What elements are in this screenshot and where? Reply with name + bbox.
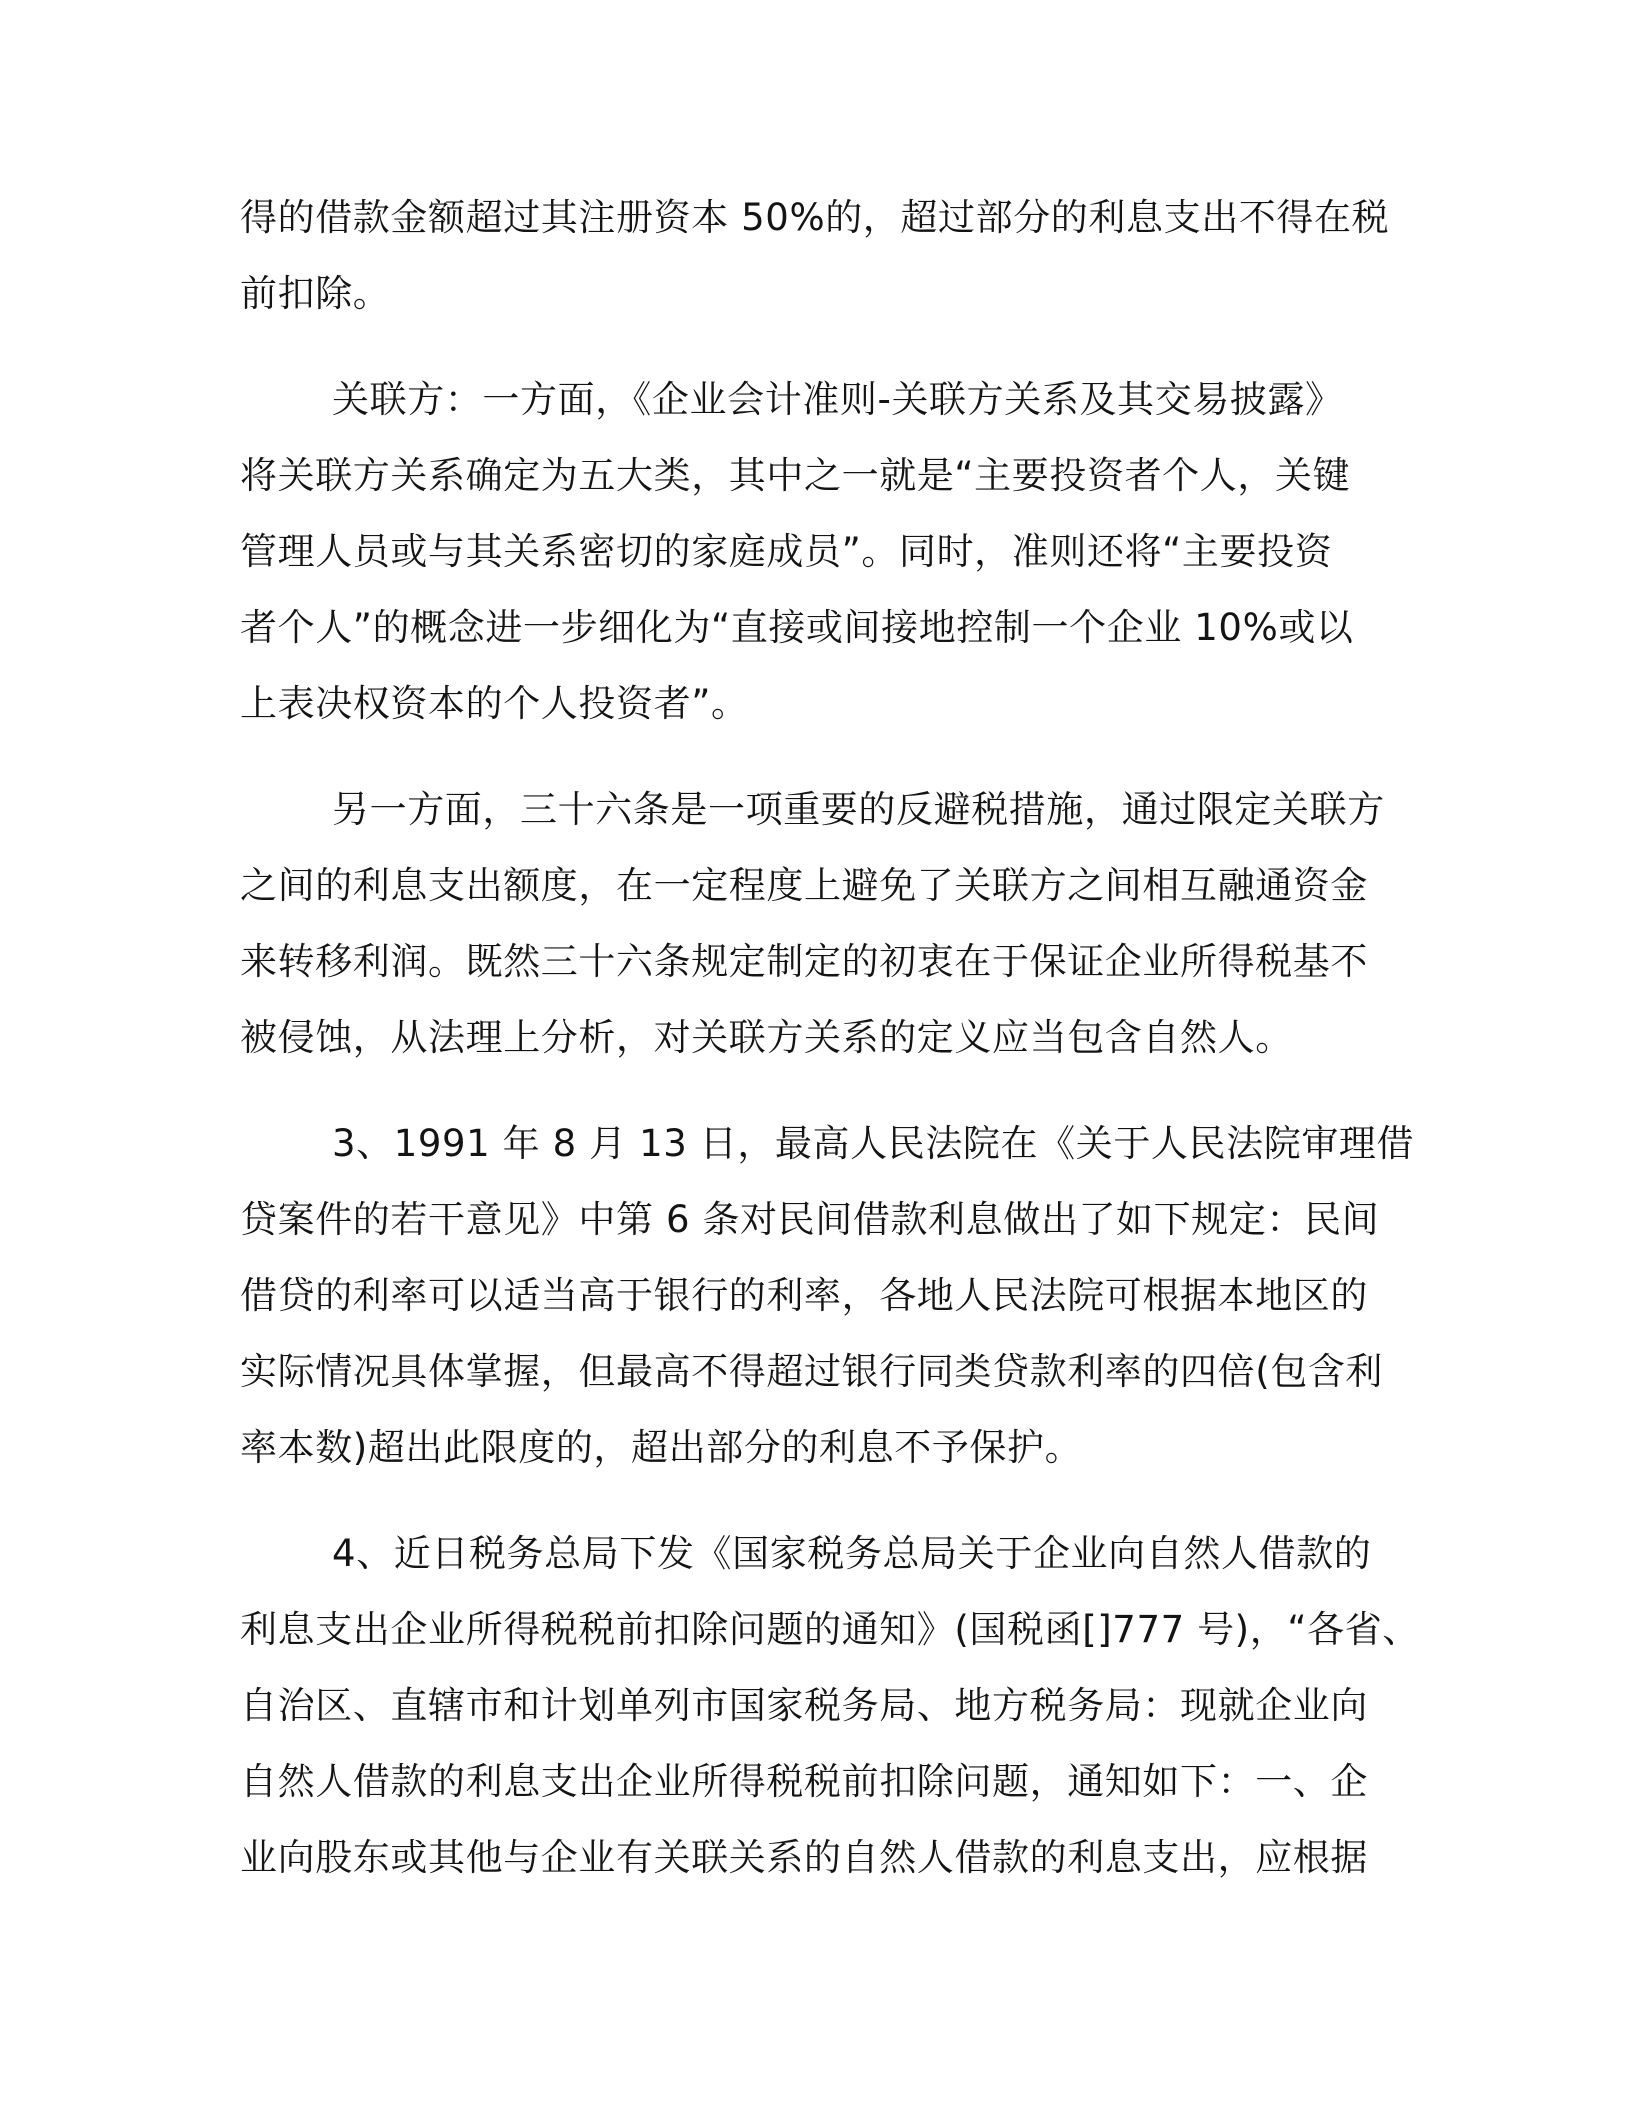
- text-line: 上表决权资本的个人投资者”。: [240, 682, 749, 725]
- text-line: 4、近日税务总局下发《国家税务总局关于企业向自然人借款的: [332, 1532, 1372, 1575]
- paragraph-tax-bureau-notice: [240, 1516, 1420, 1896]
- text-line: 另一方面，三十六条是一项重要的反避税措施，通过限定关联方: [332, 788, 1385, 831]
- text-line: 被侵蚀，从法理上分析，对关联方关系的定义应当包含自然人。: [240, 1016, 1293, 1059]
- text-line: 管理人员或与其关系密切的家庭成员”。同时，准则还将“主要投资: [240, 530, 1333, 573]
- text-line: 利息支出企业所得税税前扣除问题的通知》(国税函[]777 号)，“各省、: [240, 1608, 1420, 1651]
- text-line: 自治区、直辖市和计划单列市国家税务局、地方税务局：现就企业向: [240, 1684, 1368, 1727]
- text-line: 将关联方关系确定为五大类，其中之一就是“主要投资者个人，关键: [240, 454, 1351, 497]
- text-line: 之间的利息支出额度，在一定程度上避免了关联方之间相互融通资金: [240, 864, 1368, 907]
- text-line: 3、1991 年 8 月 13 日，最高人民法院在《关于人民法院审理借: [332, 1122, 1415, 1165]
- text-line: 者个人”的概念进一步细化为“直接或间接地控制一个企业 10%或以: [240, 606, 1354, 649]
- text-line: 来转移利润。既然三十六条规定制定的初衷在于保证企业所得税基不: [240, 940, 1368, 983]
- paragraph-registered-capital: [240, 180, 1390, 332]
- paragraph-supreme-court-opinion: [240, 1106, 1415, 1486]
- text-line: 借贷的利率可以适当高于银行的利率，各地人民法院可根据本地区的: [240, 1274, 1368, 1317]
- text-line: 得的借款金额超过其注册资本 50%的，超过部分的利息支出不得在税: [240, 196, 1390, 239]
- paragraph-anti-avoidance: [240, 772, 1385, 1076]
- text-line: 贷案件的若干意见》中第 6 条对民间借款利息做出了如下规定：民间: [240, 1198, 1380, 1241]
- text-line: 前扣除。: [240, 272, 391, 315]
- text-line: 自然人借款的利息支出企业所得税税前扣除问题，通知如下：一、企: [240, 1760, 1368, 1803]
- text-line: 业向股东或其他与企业有关联关系的自然人借款的利息支出，应根据: [240, 1836, 1368, 1879]
- paragraph-related-party-definition: [240, 362, 1380, 742]
- text-line: 关联方：一方面，《企业会计准则-关联方关系及其交易披露》: [332, 378, 1343, 421]
- text-line: 率本数)超出此限度的，超出部分的利息不予保护。: [240, 1426, 1083, 1469]
- text-line: 实际情况具体掌握，但最高不得超过银行同类贷款利率的四倍(包含利: [240, 1350, 1384, 1393]
